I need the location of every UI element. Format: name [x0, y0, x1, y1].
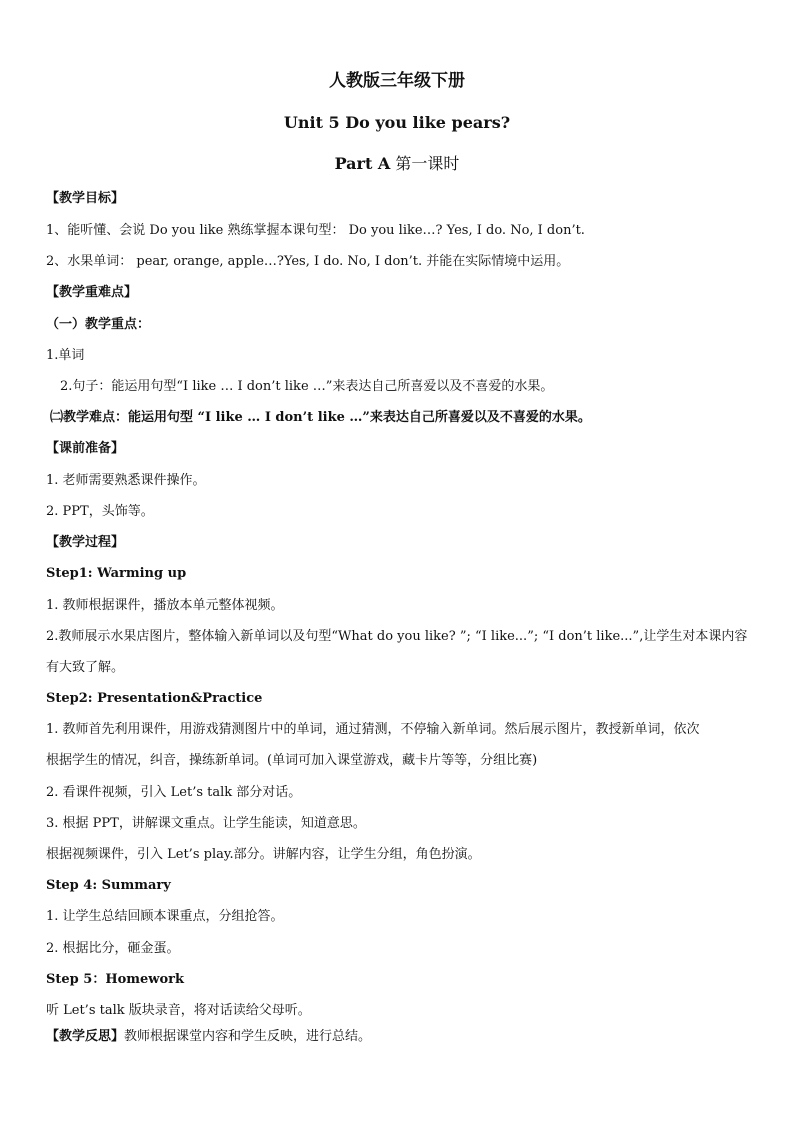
unit-title: Unit 5 Do you like pears? [283, 113, 511, 132]
key-point-2: ㈡教学难点：能运用句型 “I like … I don’t like …”来表达自己所喜爱以及不喜爱的水果。 [50, 410, 591, 425]
reflection-line [46, 1028, 371, 1046]
lesson-label: 第一课时 [390, 154, 460, 173]
key-point-1-heading: （一）教学重点： [46, 317, 151, 332]
process-heading: 【教学过程】 [46, 535, 125, 550]
step-1-item-1: 1. 教师根据课件，播放本单元整体视频。 [46, 598, 284, 613]
step-2-item-2: 2. 看课件视频，引入 Let’s talk 部分对话。 [46, 785, 302, 800]
preparation-1: 1. 老师需要熟悉课件操作。 [46, 473, 206, 488]
reflection-text: 教师根据课堂内容和学生反映，进行总结。 [124, 1029, 372, 1044]
goal-2: 2、水果单词： pear, orange, apple…?Yes, I do. No, I don’t. 并能在实际情境中运用。 [46, 254, 570, 269]
step-4-item-1: 1. 让学生总结回顾本课重点，分组抢答。 [46, 909, 284, 924]
goal-1: 1、能听懂、会说 Do you like 熟练掌握本课句型： Do you like…? Yes, I do. No, I don’t. [46, 223, 585, 238]
step-4-heading: Step 4: Summary [46, 878, 171, 893]
step-1-item-2: 2.教师展示水果店图片，整体输入新单词以及句型“What do you like? ”; “I like...”; “I don’t like...”,让学生对本课内容 [46, 629, 748, 644]
step-1-heading: Step1: Warming up [46, 566, 187, 581]
step-2-item-3: 3. 根据 PPT，讲解课文重点。让学生能读，知道意思。 [46, 816, 366, 831]
step-2-item-4: 根据视频课件，引入 Let’s play.部分。讲解内容，让学生分组，角色扮演。 [46, 847, 481, 862]
step-1-item-2-cont: 有大致了解。 [46, 660, 125, 675]
step-5-heading: Step 5：Homework [46, 972, 185, 987]
step-2-item-1: 1. 教师首先利用课件，用游戏猜测图片中的单词，通过猜测，不停输入新单词。然后展示图片，教授新单词，依次 [46, 722, 700, 737]
key-point-1-item-1: 1.单词 [46, 348, 85, 363]
preparation-heading: 【课前准备】 [46, 441, 125, 456]
step-4-item-2: 2. 根据比分，砸金蛋。 [46, 941, 180, 956]
preparation-2: 2. PPT，头饰等。 [46, 504, 154, 519]
goals-heading: 【教学目标】 [46, 191, 125, 206]
step-2-item-1-cont: 根据学生的情况，纠音，操练新单词。(单词可加入课堂游戏，藏卡片等等，分组比赛) [46, 753, 538, 768]
doc-title: 人教版三年级下册 [329, 71, 465, 91]
reflection-heading: 【教学反思】 [46, 1029, 125, 1044]
key-point-1-item-2: 2.句子：能运用句型“I like … I don’t like …”来表达自己所喜爱以及不喜爱的水果。 [60, 379, 554, 394]
part-label: Part A [334, 154, 391, 173]
key-points-heading: 【教学重难点】 [46, 285, 138, 300]
step-2-heading: Step2: Presentation&Practice [46, 691, 263, 706]
step-5-item-1: 听 Let’s talk 版块录音，将对话读给父母听。 [46, 1003, 311, 1018]
part-title [0, 153, 794, 175]
